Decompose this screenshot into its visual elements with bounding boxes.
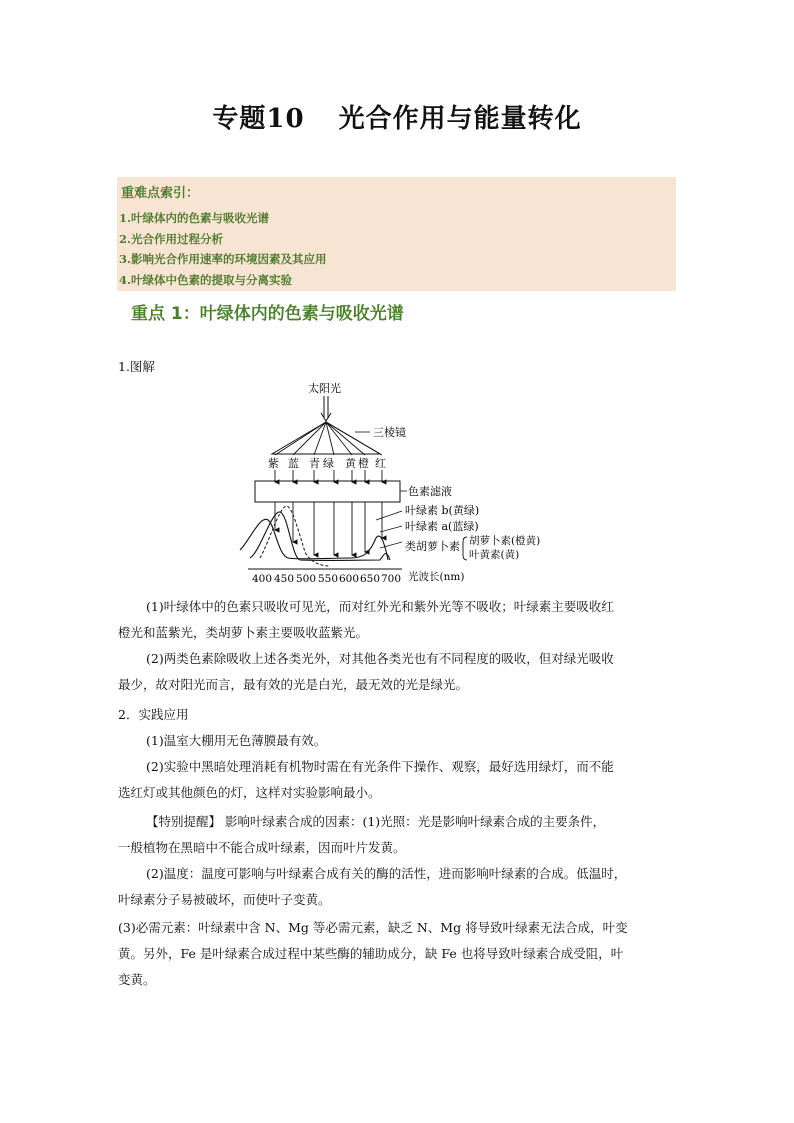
index-item: 4.叶绿体中色素的提取与分离实验 <box>119 273 293 287</box>
prism-label: 三棱镜 <box>373 426 406 439</box>
color-green: 绿 <box>323 457 334 470</box>
paragraph-line: (3)必需元素：叶绿素中含 N、Mg 等必需元素，缺乏 N、Mg 将导致叶绿素无法合成，叶变 <box>118 920 628 935</box>
paragraph-line: (2)实验中黑暗处理消耗有机物时需在有光条件下操作、观察，最好选用绿灯，而不能 <box>146 759 614 774</box>
index-item: 1.叶绿体内的色素与吸收光谱 <box>119 211 270 225</box>
chlorophyll-b-curve <box>250 512 390 561</box>
absorption-spectrum-diagram <box>230 380 560 585</box>
tick-label: 600 <box>339 573 360 585</box>
paragraph-line: 变黄。 <box>118 972 156 987</box>
color-cyan: 青 <box>309 457 320 470</box>
tick-label: 400 <box>252 573 273 585</box>
ray-arrows <box>275 470 382 482</box>
axis-label: 光波长(nm) <box>408 571 465 583</box>
tick-label: 450 <box>274 573 295 585</box>
section-heading: 重点 1：叶绿体内的色素与吸收光谱 <box>131 304 404 324</box>
tick-label: 500 <box>296 573 317 585</box>
light-rays <box>275 422 382 455</box>
tick-label: 700 <box>381 573 402 585</box>
index-heading: 重难点索引： <box>121 186 200 201</box>
tick-label: 650 <box>360 573 381 585</box>
paragraph-line: (1)叶绿体中的色素只吸收可见光，而对红外光和紫外光等不吸收；叶绿素主要吸收红 <box>146 599 614 614</box>
subsection-label: 2．实践应用 <box>118 707 189 722</box>
subsection-label: 1.图解 <box>118 359 155 374</box>
key-points-index <box>117 177 676 291</box>
chl-b-leader <box>376 511 402 520</box>
color-blue: 蓝 <box>288 457 299 470</box>
filter-label: 色素滤液 <box>408 485 452 498</box>
paragraph-line: (1)温室大棚用无色薄膜最有效。 <box>146 733 327 748</box>
chl-a-label: 叶绿素 a(蓝绿) <box>405 520 479 533</box>
xanthophyll-label: 叶黄素(黄) <box>469 549 520 561</box>
page-title <box>0 98 794 135</box>
index-item: 3.影响光合作用速率的环境因素及其应用 <box>119 252 327 266</box>
paragraph-line: (2)温度：温度可影响与叶绿素合成有关的酶的活性，进而影响叶绿素的合成。低温时， <box>146 866 627 881</box>
title-topic-number: 专题10 <box>212 104 305 134</box>
color-violet: 紫 <box>268 457 279 470</box>
paragraph-line: 黄。另外，Fe 是叶绿素合成过程中某些酶的辅助成分，缺 Fe 也将导致叶绿素合成受阻，叶 <box>118 946 624 961</box>
color-red: 红 <box>375 457 386 470</box>
carotenoid-label: 类胡萝卜素 <box>405 540 460 553</box>
prism-shape <box>272 422 380 454</box>
special-note-line: 【特别提醒】 影响叶绿素合成的因素：(1)光照：光是影响叶绿素合成的主要条件， <box>146 814 606 829</box>
carotenoid-brace <box>463 537 467 560</box>
paragraph-line: 叶绿素分子易被破坏，而使叶子变黄。 <box>118 892 331 907</box>
carotenoid-curve <box>260 506 330 566</box>
paragraph-line: 选红灯或其他颜色的灯，这样对实验影响最小。 <box>118 785 381 800</box>
title-topic-name: 光合作用与能量转化 <box>338 104 582 134</box>
chl-a-leader <box>380 526 402 532</box>
paragraph-line: (2)两类色素除吸收上述各类光外，对其他各类光也有不同程度的吸收，但对绿光吸收 <box>146 651 614 666</box>
paragraph-line: 橙光和蓝紫光，类胡萝卜素主要吸收蓝紫光。 <box>118 625 369 640</box>
index-item: 2.光合作用过程分析 <box>119 232 224 246</box>
sunlight-arrowhead <box>321 413 331 421</box>
paragraph-line: 一般植物在黑暗中不能合成叶绿素，因而叶片发黄。 <box>118 840 406 855</box>
carotene-label: 胡萝卜素(橙黄) <box>469 535 541 547</box>
tick-label: 550 <box>318 573 339 585</box>
paragraph-line: 最少，故对阳光而言，最有效的光是白光，最无效的光是绿光。 <box>118 677 469 692</box>
sunlight-label: 太阳光 <box>308 382 341 395</box>
color-orange: 橙 <box>358 457 369 470</box>
pigment-filter-box <box>255 481 400 502</box>
color-yellow: 黄 <box>345 457 356 470</box>
chl-b-label: 叶绿素 b(黄绿) <box>405 504 480 517</box>
